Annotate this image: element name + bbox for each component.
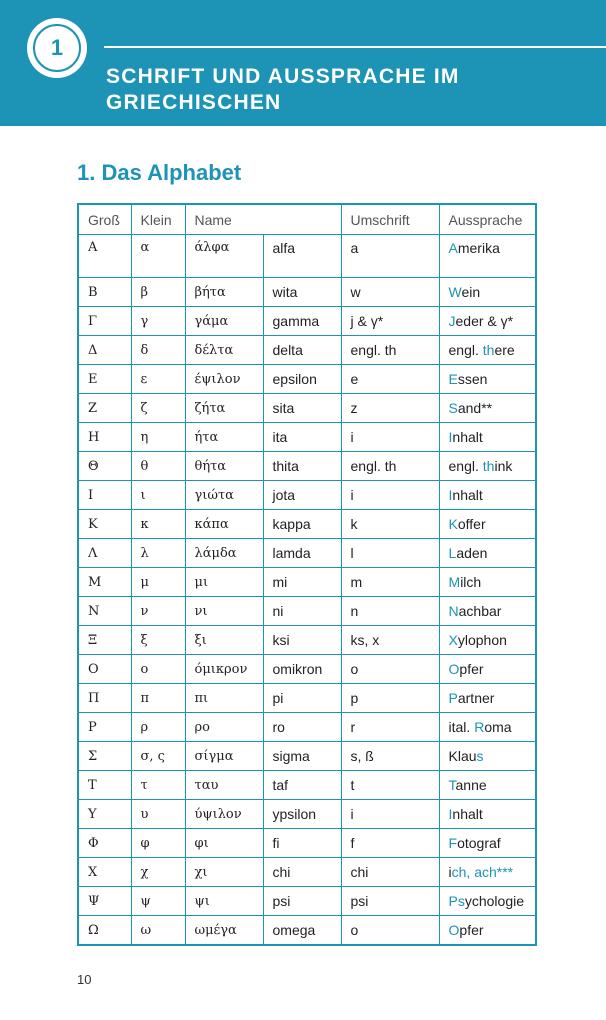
pron-highlight: E bbox=[448, 371, 458, 387]
pron-rest: otograf bbox=[457, 835, 501, 851]
pron-rest: ilch bbox=[460, 574, 482, 590]
cell-pronunciation bbox=[439, 423, 536, 452]
cell-name-greek: ψι bbox=[185, 887, 263, 916]
cell-translit: w bbox=[341, 278, 439, 307]
cell-name-greek: βήτα bbox=[185, 278, 263, 307]
cell-translit: j & γ* bbox=[341, 307, 439, 336]
pron-highlight: Ps bbox=[448, 893, 465, 909]
section-title: 1. Das Alphabet bbox=[77, 160, 242, 185]
cell-name-greek: ύψιλον bbox=[185, 800, 263, 829]
cell-pronunciation bbox=[439, 655, 536, 684]
pron-highlight: th bbox=[482, 342, 495, 358]
cell-pronunciation bbox=[439, 539, 536, 568]
pron-prefix: engl. bbox=[448, 458, 483, 474]
chapter-banner bbox=[0, 0, 606, 126]
cell-lower: π bbox=[131, 684, 185, 713]
table-row bbox=[78, 771, 536, 800]
pron-rest: artner bbox=[457, 690, 495, 706]
cell-name-greek: κάπα bbox=[185, 510, 263, 539]
table-row bbox=[78, 916, 536, 946]
table-row bbox=[78, 568, 536, 597]
cell-name-latin: psi bbox=[263, 887, 341, 916]
cell-name-greek: μι bbox=[185, 568, 263, 597]
cell-lower: ω bbox=[131, 916, 185, 946]
cell-pronunciation bbox=[439, 771, 536, 800]
cell-upper: Π bbox=[78, 684, 131, 713]
cell-upper: Λ bbox=[78, 539, 131, 568]
cell-name-latin: jota bbox=[263, 481, 341, 510]
cell-pronunciation bbox=[439, 452, 536, 481]
table-row bbox=[78, 365, 536, 394]
pron-rest: pfer bbox=[459, 922, 484, 938]
cell-lower: ψ bbox=[131, 887, 185, 916]
cell-name-latin: sita bbox=[263, 394, 341, 423]
cell-upper: Γ bbox=[78, 307, 131, 336]
page-number: 10 bbox=[77, 972, 92, 987]
chapter-number: 1 bbox=[33, 24, 81, 72]
cell-name-latin: delta bbox=[263, 336, 341, 365]
table-row bbox=[78, 423, 536, 452]
chapter-title-line2: GRIECHISCHEN bbox=[106, 91, 282, 114]
cell-upper: Μ bbox=[78, 568, 131, 597]
cell-upper: Τ bbox=[78, 771, 131, 800]
table-body bbox=[78, 235, 536, 946]
pron-highlight: O bbox=[448, 922, 460, 938]
pron-rest: ychologie bbox=[464, 893, 525, 909]
cell-upper: Υ bbox=[78, 800, 131, 829]
cell-translit: l bbox=[341, 539, 439, 568]
cell-pronunciation bbox=[439, 800, 536, 829]
cell-name-greek: ωμέγα bbox=[185, 916, 263, 946]
cell-lower: λ bbox=[131, 539, 185, 568]
pron-highlight: ch, ach*** bbox=[451, 864, 514, 880]
cell-translit: a bbox=[341, 235, 439, 278]
cell-lower: σ, ς bbox=[131, 742, 185, 771]
pron-highlight: T bbox=[448, 777, 456, 793]
cell-name-latin: mi bbox=[263, 568, 341, 597]
pron-rest: nhalt bbox=[452, 429, 483, 445]
cell-translit: o bbox=[341, 916, 439, 946]
cell-lower: ξ bbox=[131, 626, 185, 655]
cell-name-greek: ρο bbox=[185, 713, 263, 742]
cell-name-latin: omikron bbox=[263, 655, 341, 684]
cell-upper: Ν bbox=[78, 597, 131, 626]
cell-upper: Ξ bbox=[78, 626, 131, 655]
cell-pronunciation bbox=[439, 307, 536, 336]
cell-translit: z bbox=[341, 394, 439, 423]
cell-translit: engl. th bbox=[341, 336, 439, 365]
cell-name-greek: δέλτα bbox=[185, 336, 263, 365]
pron-highlight: O bbox=[448, 661, 460, 677]
table-row bbox=[78, 800, 536, 829]
cell-name-latin: chi bbox=[263, 858, 341, 887]
pron-highlight: M bbox=[448, 574, 461, 590]
cell-translit: t bbox=[341, 771, 439, 800]
cell-upper: Ζ bbox=[78, 394, 131, 423]
cell-upper: Ι bbox=[78, 481, 131, 510]
cell-translit: o bbox=[341, 655, 439, 684]
cell-pronunciation bbox=[439, 858, 536, 887]
cell-pronunciation bbox=[439, 684, 536, 713]
pron-rest: oma bbox=[484, 719, 512, 735]
cell-upper: Ψ bbox=[78, 887, 131, 916]
pron-highlight: W bbox=[448, 284, 462, 300]
pron-rest: aden bbox=[456, 545, 488, 561]
table-row bbox=[78, 858, 536, 887]
pron-rest: and** bbox=[457, 400, 493, 416]
cell-name-latin: gamma bbox=[263, 307, 341, 336]
table-row bbox=[78, 626, 536, 655]
header-klein: Klein bbox=[131, 204, 185, 235]
pron-highlight: K bbox=[448, 516, 458, 532]
table-row bbox=[78, 307, 536, 336]
cell-translit: psi bbox=[341, 887, 439, 916]
cell-name-latin: ro bbox=[263, 713, 341, 742]
cell-lower: τ bbox=[131, 771, 185, 800]
table-row bbox=[78, 597, 536, 626]
cell-upper: Χ bbox=[78, 858, 131, 887]
cell-translit: f bbox=[341, 829, 439, 858]
cell-lower: β bbox=[131, 278, 185, 307]
cell-translit: s, ß bbox=[341, 742, 439, 771]
cell-upper: Ω bbox=[78, 916, 131, 946]
cell-pronunciation bbox=[439, 829, 536, 858]
table-row bbox=[78, 713, 536, 742]
cell-lower: ρ bbox=[131, 713, 185, 742]
cell-name-latin: ksi bbox=[263, 626, 341, 655]
pron-rest: merika bbox=[457, 240, 500, 256]
pron-prefix: ital. bbox=[448, 719, 475, 735]
pron-rest: ere bbox=[494, 342, 515, 358]
cell-lower: η bbox=[131, 423, 185, 452]
cell-name-greek: γιώτα bbox=[185, 481, 263, 510]
pron-highlight: th bbox=[482, 458, 495, 474]
pron-highlight: I bbox=[448, 806, 453, 822]
cell-lower: φ bbox=[131, 829, 185, 858]
cell-translit: i bbox=[341, 800, 439, 829]
table-row bbox=[78, 829, 536, 858]
cell-upper: Α bbox=[78, 235, 131, 278]
cell-pronunciation bbox=[439, 713, 536, 742]
header-aussprache: Aussprache bbox=[439, 204, 536, 235]
cell-pronunciation bbox=[439, 365, 536, 394]
cell-name-greek: άλφα bbox=[185, 235, 263, 278]
pron-highlight: I bbox=[448, 429, 453, 445]
pron-highlight: A bbox=[448, 240, 458, 256]
pron-prefix: i bbox=[448, 864, 452, 880]
cell-pronunciation bbox=[439, 278, 536, 307]
cell-name-greek: λάμδα bbox=[185, 539, 263, 568]
cell-translit: m bbox=[341, 568, 439, 597]
cell-name-latin: ypsilon bbox=[263, 800, 341, 829]
cell-pronunciation bbox=[439, 742, 536, 771]
cell-upper: Θ bbox=[78, 452, 131, 481]
cell-pronunciation bbox=[439, 916, 536, 946]
pron-prefix: Klau bbox=[448, 748, 477, 764]
cell-translit: n bbox=[341, 597, 439, 626]
cell-name-greek: έψιλον bbox=[185, 365, 263, 394]
table-row bbox=[78, 539, 536, 568]
cell-pronunciation bbox=[439, 235, 536, 278]
pron-rest: pfer bbox=[459, 661, 484, 677]
cell-upper: Ε bbox=[78, 365, 131, 394]
cell-lower: θ bbox=[131, 452, 185, 481]
chapter-title-line1: SCHRIFT UND AUSSPRACHE IM bbox=[106, 65, 460, 88]
cell-name-greek: φι bbox=[185, 829, 263, 858]
table-row bbox=[78, 481, 536, 510]
cell-name-latin: omega bbox=[263, 916, 341, 946]
cell-name-greek: θήτα bbox=[185, 452, 263, 481]
cell-upper: Φ bbox=[78, 829, 131, 858]
header-gross: Groß bbox=[78, 204, 131, 235]
cell-name-latin: wita bbox=[263, 278, 341, 307]
table-row bbox=[78, 452, 536, 481]
cell-lower: ο bbox=[131, 655, 185, 684]
cell-name-greek: γάμα bbox=[185, 307, 263, 336]
pron-rest: nhalt bbox=[452, 487, 483, 503]
cell-name-latin: epsilon bbox=[263, 365, 341, 394]
cell-pronunciation bbox=[439, 626, 536, 655]
cell-translit: e bbox=[341, 365, 439, 394]
pron-highlight: P bbox=[448, 690, 458, 706]
cell-lower: υ bbox=[131, 800, 185, 829]
cell-name-greek: χι bbox=[185, 858, 263, 887]
cell-upper: Δ bbox=[78, 336, 131, 365]
cell-upper: Β bbox=[78, 278, 131, 307]
pron-highlight: s bbox=[476, 748, 484, 764]
banner-divider bbox=[104, 46, 606, 48]
cell-pronunciation bbox=[439, 394, 536, 423]
cell-lower: κ bbox=[131, 510, 185, 539]
cell-name-latin: fi bbox=[263, 829, 341, 858]
table-header-row bbox=[78, 204, 536, 235]
cell-translit: ks, x bbox=[341, 626, 439, 655]
cell-upper: Η bbox=[78, 423, 131, 452]
pron-rest: eder & γ* bbox=[455, 313, 514, 329]
pron-rest: ssen bbox=[457, 371, 488, 387]
pron-rest: ylophon bbox=[457, 632, 507, 648]
cell-name-greek: πι bbox=[185, 684, 263, 713]
pron-rest: ink bbox=[494, 458, 513, 474]
cell-pronunciation bbox=[439, 481, 536, 510]
cell-name-greek: σίγμα bbox=[185, 742, 263, 771]
cell-pronunciation bbox=[439, 336, 536, 365]
pron-highlight: I bbox=[448, 487, 453, 503]
cell-name-latin: kappa bbox=[263, 510, 341, 539]
cell-translit: chi bbox=[341, 858, 439, 887]
pron-highlight: R bbox=[474, 719, 485, 735]
cell-name-greek: νι bbox=[185, 597, 263, 626]
table-row bbox=[78, 742, 536, 771]
cell-name-latin: ni bbox=[263, 597, 341, 626]
pron-highlight: S bbox=[448, 400, 458, 416]
cell-name-latin: lamda bbox=[263, 539, 341, 568]
cell-pronunciation bbox=[439, 597, 536, 626]
pron-highlight: L bbox=[448, 545, 457, 561]
table-row bbox=[78, 235, 536, 278]
table-row bbox=[78, 336, 536, 365]
cell-lower: χ bbox=[131, 858, 185, 887]
cell-name-greek: ήτα bbox=[185, 423, 263, 452]
cell-lower: δ bbox=[131, 336, 185, 365]
table-row bbox=[78, 394, 536, 423]
table-row bbox=[78, 655, 536, 684]
cell-name-greek: ταυ bbox=[185, 771, 263, 800]
pron-rest: offer bbox=[457, 516, 486, 532]
cell-name-latin: pi bbox=[263, 684, 341, 713]
cell-translit: r bbox=[341, 713, 439, 742]
cell-pronunciation bbox=[439, 887, 536, 916]
cell-upper: Ρ bbox=[78, 713, 131, 742]
cell-lower: ε bbox=[131, 365, 185, 394]
cell-upper: Ο bbox=[78, 655, 131, 684]
cell-translit: i bbox=[341, 423, 439, 452]
cell-lower: γ bbox=[131, 307, 185, 336]
cell-name-latin: sigma bbox=[263, 742, 341, 771]
header-name: Name bbox=[185, 204, 341, 235]
pron-rest: ein bbox=[461, 284, 481, 300]
cell-name-latin: taf bbox=[263, 771, 341, 800]
cell-name-latin: thita bbox=[263, 452, 341, 481]
header-umschrift: Umschrift bbox=[341, 204, 439, 235]
pron-rest: anne bbox=[455, 777, 487, 793]
cell-name-latin: ita bbox=[263, 423, 341, 452]
cell-name-latin: alfa bbox=[263, 235, 341, 278]
cell-translit: p bbox=[341, 684, 439, 713]
table-row bbox=[78, 510, 536, 539]
cell-translit: i bbox=[341, 481, 439, 510]
cell-pronunciation bbox=[439, 568, 536, 597]
table-row bbox=[78, 278, 536, 307]
cell-lower: ι bbox=[131, 481, 185, 510]
pron-rest: nhalt bbox=[452, 806, 483, 822]
cell-name-greek: ζήτα bbox=[185, 394, 263, 423]
pron-highlight: F bbox=[448, 835, 458, 851]
cell-pronunciation bbox=[439, 510, 536, 539]
cell-name-greek: ξι bbox=[185, 626, 263, 655]
cell-lower: μ bbox=[131, 568, 185, 597]
cell-name-greek: όμικρον bbox=[185, 655, 263, 684]
alphabet-table bbox=[77, 203, 537, 946]
pron-prefix: engl. bbox=[448, 342, 483, 358]
cell-lower: α bbox=[131, 235, 185, 278]
pron-highlight: J bbox=[448, 313, 456, 329]
cell-upper: Σ bbox=[78, 742, 131, 771]
cell-lower: ν bbox=[131, 597, 185, 626]
table-row bbox=[78, 684, 536, 713]
pron-highlight: X bbox=[448, 632, 458, 648]
cell-translit: engl. th bbox=[341, 452, 439, 481]
pron-rest: achbar bbox=[458, 603, 502, 619]
cell-translit: k bbox=[341, 510, 439, 539]
chapter-title bbox=[106, 64, 460, 116]
chapter-badge bbox=[27, 18, 87, 78]
pron-highlight: N bbox=[448, 603, 459, 619]
cell-lower: ζ bbox=[131, 394, 185, 423]
table-row bbox=[78, 887, 536, 916]
cell-upper: Κ bbox=[78, 510, 131, 539]
